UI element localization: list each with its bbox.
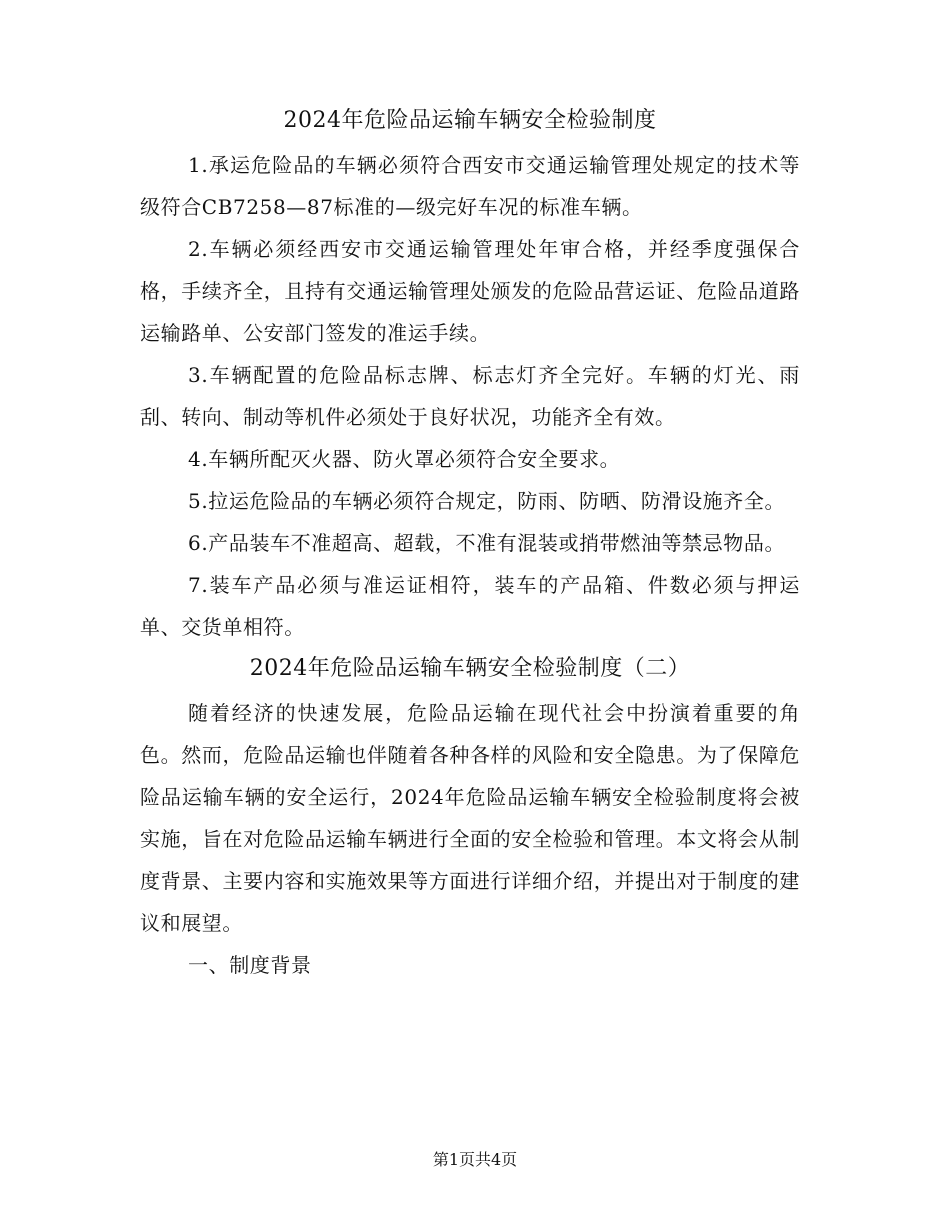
rule-item-5: 5.拉运危险品的车辆必须符合规定，防雨、防晒、防滑设施齐全。 [188,489,786,513]
rule-item-6: 6.产品装车不准超高、超载，不准有混装或捎带燃油等禁忌物品。 [188,531,786,555]
document-body [140,100,800,986]
page-number: 第1页共4页 [432,1150,518,1169]
rule-item-1: 1.承运危险品的车辆必须符合西安市交通运输管理处规定的技术等级符合CB7258—87标准的—级完好车况的标准车辆。 [140,153,800,219]
section-heading-background: 一、制度背景 [188,953,312,977]
rule-item-7: 7.装车产品必须与准运证相符，装车的产品箱、件数必须与押运单、交货单相符。 [140,573,800,639]
section-title-2: 2024年危险品运输车辆安全检验制度（二） [249,656,691,681]
document-title: 2024年危险品运输车辆安全检验制度 [283,108,657,133]
intro-paragraph: 随着经济的快速发展，危险品运输在现代社会中扮演着重要的角色。然而，危险品运输也伴随着各种各样的风险和安全隐患。为了保障危险品运输车辆的安全运行，2024年危险品运输车辆安全检验制度将会被实施，旨在对危险品运输车辆进行全面的安全检验和管理。本文将会从制度背景、主要内容和实施效果等方面进行详细介绍，并提出对于制度的建议和展望。 [140,701,800,935]
rule-item-3: 3.车辆配置的危险品标志牌、标志灯齐全完好。车辆的灯光、雨刮、转向、制动等机件必须处于良好状况，功能齐全有效。 [140,363,800,429]
rule-item-2: 2.车辆必须经西安市交通运输管理处年审合格，并经季度强保合格，手续齐全，且持有交通运输管理处颁发的危险品营运证、危险品道路运输路单、公安部门签发的准运手续。 [140,237,800,345]
rule-item-4: 4.车辆所配灭火器、防火罩必须符合安全要求。 [188,447,621,471]
